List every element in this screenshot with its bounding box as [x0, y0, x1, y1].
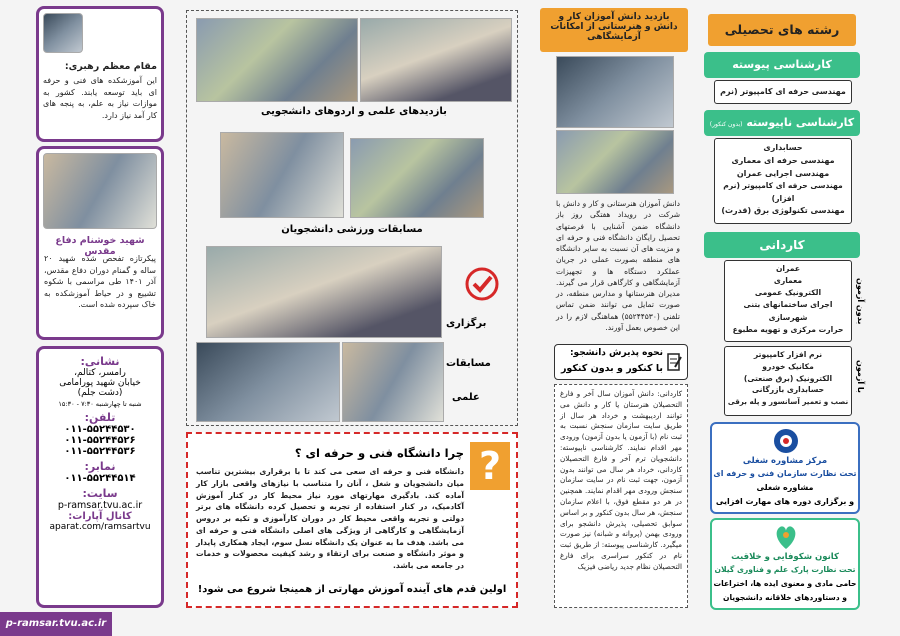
napeyvaste-item: حسابداری: [763, 143, 803, 152]
napeyvaste-item: مهندسی اجرایی عمران: [736, 168, 830, 178]
kardani-item: عمران: [775, 264, 801, 273]
site-link[interactable]: p-ramsar.tvu.ac.ir: [57, 500, 143, 511]
innovation-center-box: [710, 518, 860, 610]
competition-hall-photo: [196, 342, 340, 422]
career-center-line3: و برگزاری دوره های مهارت افزایی: [715, 497, 855, 506]
napeyvaste-item: مهندسی تکنولوژی برق (قدرت): [721, 205, 845, 215]
phone-3[interactable]: ۰۱۱-۵۵۲۴۴۵۳۶: [64, 446, 136, 457]
question-mark-icon: ?: [470, 442, 510, 490]
peyvaste-header: کارشناسی پیوسته: [704, 52, 860, 78]
leader-portrait: [43, 13, 83, 53]
kardani-item: حرارت مرکزی و تهویه مطبوع: [732, 324, 844, 334]
innovation-logo-icon: [768, 523, 804, 551]
leader-quote: این آموزشکده های فنی و حرفه ای باید توسعه یابند. کشور به موازات نیاز به علم، به پنجه های کار آمد نیاز دارد.: [43, 76, 157, 120]
no-exam-label: بدون آزمون: [856, 278, 865, 325]
kardani-exam-list: [724, 346, 852, 416]
career-center-supervisor: تحت نظارت سازمان فنی و حرفه ای: [713, 469, 857, 478]
visit-text: دانش آموزان هنرستانی و کار و دانش با شرکت در رویداد هفتگی روز باز دانشگاه ضمن آشنایی با فرصتهای تحصیل رایگان دانشگاه فنی و حرفه ای و مزیت های آن نسبت به سایر دانشگاه های منطقه بصورت عملی در جریان عملکرد دستگاه ها و تجهیزات آزمایشگاهی و کارگاهی قرار می گیرند. مدیران هنرستانها و مدارس منطقه، در صورت تمایل می توانند ضمن تماس تلفنی (۵۵۲۴۴۵۳۰) هماهنگی لازم را در این خصوص بعمل آورند.: [556, 199, 680, 332]
aparat-title: کانال آپارات:: [68, 511, 132, 522]
kardani-item: معماری: [773, 276, 803, 286]
visit-box: [540, 8, 688, 342]
career-center-title: مرکز مشاوره شغلی: [742, 456, 828, 466]
address-title: نشانی:: [80, 355, 120, 368]
lab-photo-1: [556, 56, 674, 128]
admission-text: کاردانی: دانش آموزان سال آخر و فارغ التحصیلان هنرستان یا کار و دانش می توانند اردیبهشت و خرداد هر سال از طریق سایت سازمان سنجش نسبت به ثبت نام (با آزمون یا بدون آزمون) ورودی مهر اقدام نمایند. کارشناسی ناپیوسته: دانشجویان ترم آخر و فارغ التحصیلان کاردانی، خرداد هر سال می توانند بدون آزمون، جهت ثبت نام در سایت سازمان سنجش ورودی مهر اقدام نمایند. همچنین در هر دو مقطع فوق، با اعلام سازمان سنجش، هر سال بدون کنکور و بر اساس سوابق تحصیلی، پذیرش دانشجو برای ورودی بهمن (پروانه و شبانه) نیز صورت میگیرد. کارشناسی پیوسته: از طریق ثبت نام در کنکور سراسری برای فارغ التحصیلان نظام جدید ریاضی فیزیک: [560, 389, 682, 571]
kardani-exam-item: الکترونیک (برق صنعتی): [743, 373, 833, 383]
with-exam-label: با آزمون: [856, 360, 865, 393]
trip-photo-2: [360, 18, 512, 102]
sports-caption: مسابقات ورزشی دانشجویان: [281, 224, 423, 235]
kardani-item: الکترونیک عمومی: [754, 288, 822, 298]
office-hours: شنبه تا چهارشنبه ۷:۳۰ - ۱۵:۳۰: [58, 400, 142, 408]
foosball-photo: [220, 132, 344, 218]
martyr-box: [36, 146, 164, 340]
kardani-item: شهرسازی: [768, 312, 808, 322]
kardani-exam-item: مکانیک خودرو: [762, 361, 814, 371]
kardani-no-exam-list: [724, 260, 852, 342]
visit-title: بازدید دانش آموزان کار و دانش و هنرستانی از امکانات آزمایشگاهی: [540, 8, 688, 52]
leader-title: مقام معظم رهبری:: [64, 61, 157, 72]
site-title: سایت:: [82, 487, 118, 500]
competition-caption-2: مسابقات: [446, 358, 491, 369]
admission-header: [554, 344, 688, 380]
peyvaste-item: مهندسی حرفه ای کامپیوتر (نرم: [720, 87, 846, 96]
phone-2[interactable]: ۰۱۱-۵۵۲۴۴۵۲۶: [64, 435, 136, 446]
why-text: دانشگاه فنی و حرفه ای سعی می کند تا با برقراری بیشترین تناسب میان دانشجویان و شغل ، آنان را متناسب با نیازهای واقعی بازار کار آماده کند. بادگیری مهارتهای مورد نیاز محیط کار در کنار آموزش آکادمیک، در کنار استفاده از تجربه و تحصیل کرده دانشگاه های برتر دولتی و تجربه واقعی محیط کار در دوران کارآموزی و تکیه بر دروس آزمایشگاهی و کارگاهی از ویژگی های اصلی دانشگاه فنی و حرفه ای می باشد. هدف ما به عنوان یک دانشگاه نسل سوم، ایجاد همکاری پایدار و موثر دانشگاه و صنعت برای ارتقاء و رشد کیفیت محصولات و خدمات در جامعه می باشد.: [196, 467, 464, 571]
innovation-center-title: کانون شکوفایی و خلاقیت: [731, 552, 839, 562]
innovation-center-supervisor: تحت نظارت پارک علم و فناوری گیلان: [714, 565, 856, 574]
martyr-title: شهید خوشنام دفاع مقدس: [55, 235, 145, 257]
kardani-header: کاردانی: [704, 232, 860, 258]
leader-box: [36, 6, 164, 142]
career-center-box: [710, 422, 860, 514]
checkmark-icon: [464, 266, 500, 302]
kardani-exam-item: نصب و تعمیر آسانسور و پله برقی: [727, 397, 849, 407]
fax-number: ۰۱۱-۵۵۲۴۴۵۱۴: [64, 473, 136, 484]
kardani-exam-item: نرم افزار کامپیوتر: [753, 350, 823, 359]
napeyvaste-list: [714, 138, 852, 224]
career-center-line2: مشاوره شغلی: [756, 483, 814, 492]
napeyvaste-item: مهندسی حرفه ای معماری: [731, 155, 835, 165]
why-title: چرا دانشگاه فنی و حرفه ای ؟: [294, 446, 464, 460]
peyvaste-list: [714, 80, 852, 104]
kardani-item: اجرای ساختمانهای بتنی: [743, 300, 833, 310]
phone-1[interactable]: ۰۱۱-۵۵۲۴۴۵۳۰: [64, 424, 136, 435]
contact-box: [36, 346, 164, 608]
trip-photo-1: [196, 18, 358, 102]
why-box: [186, 432, 518, 608]
address-line-2: خیابان شهید پورامامی: [59, 378, 141, 388]
phone-title: تلفن:: [84, 411, 116, 424]
pingpong-photo: [350, 138, 484, 218]
pen-paper-icon: [667, 353, 683, 373]
innovation-center-line2: حامی مادی و معنوی ایده ها، اختراعات: [713, 579, 857, 588]
why-final: اولین قدم های آینده آموزش مهارتی از همینجا شروع می شود!: [197, 584, 507, 595]
trips-caption: بازدیدهای علمی و اردوهای دانشجویی: [261, 106, 447, 117]
kardani-exam-item: حسابداری بازرگانی: [751, 385, 825, 395]
competition-group-photo: [206, 246, 442, 338]
competition-caption-3: علمی: [452, 392, 480, 403]
napeyvaste-header: [704, 110, 860, 136]
martyr-grave-photo: [43, 153, 157, 229]
competition-caption-1: برگزاری: [446, 318, 487, 329]
career-center-logo-icon: [760, 427, 812, 455]
napeyvaste-item: مهندسی حرفه ای کامپیوتر (نرم افزار): [723, 181, 843, 203]
napeyvaste-note: (بدون کنکور): [709, 121, 743, 128]
address-line-1: رامسر، کتالم،: [74, 368, 126, 378]
footer-site-banner[interactable]: p-ramsar.tvu.ac.ir: [0, 612, 112, 636]
admission-box: [554, 384, 688, 608]
majors-title: رشته های تحصیلی: [708, 14, 856, 46]
admission-title: نحوه پذیرش دانشجو:: [569, 348, 663, 358]
innovation-center-line3: و دستاوردهای خلاقانه دانشجویان: [722, 593, 848, 602]
admission-subtitle: با کنکور و بدون کنکور: [560, 363, 663, 374]
address-line-3: (دشت جلم): [77, 388, 123, 398]
aparat-link[interactable]: aparat.com/ramsartvu: [49, 522, 151, 532]
napeyvaste-label: کارشناسی ناپیوسته: [746, 116, 855, 129]
fax-title: نمابر:: [84, 460, 116, 473]
lab-photo-2: [556, 130, 674, 194]
martyr-text: پیکرتازه تفحص شده شهید ۲۰ ساله و گمنام دوران دفاع مقدس، آذر ۱۴۰۱ طی مراسمی با شکوه تشییع و در حیاط آموزشکده به خاک سپرده شده است.: [44, 254, 156, 310]
workshop-photo: [342, 342, 444, 422]
